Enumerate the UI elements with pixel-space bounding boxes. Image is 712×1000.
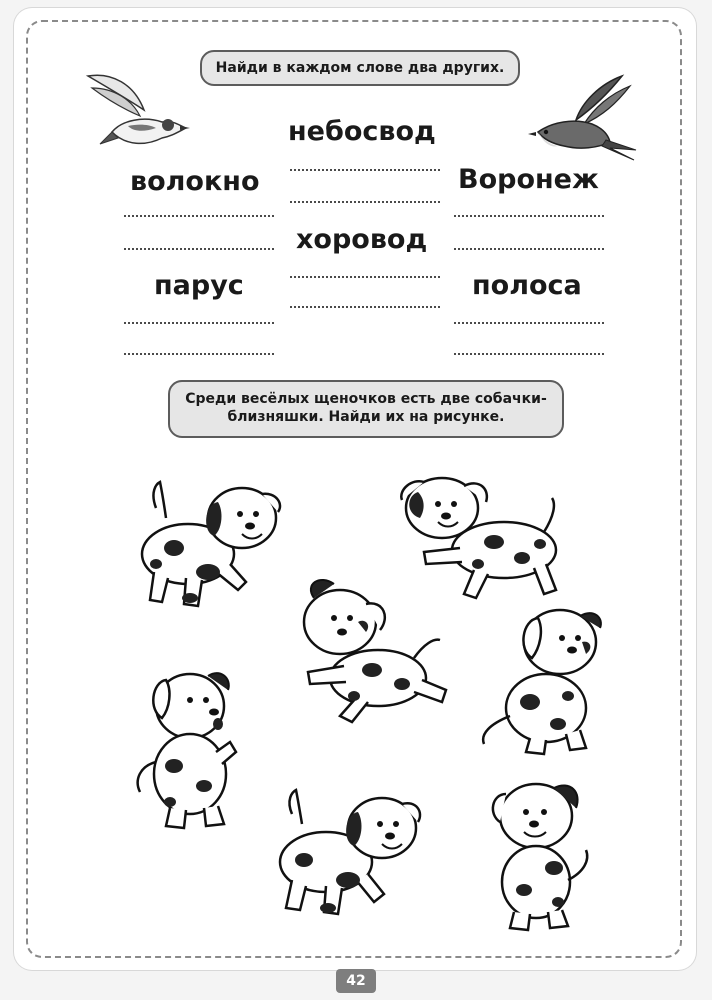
word-nebosvod: небосвод	[288, 116, 436, 147]
task2-instruction-line2: близняшки. Найди их на рисунке.	[227, 409, 505, 426]
puppy-icon[interactable]	[264, 784, 434, 924]
word-polosa: полоса	[472, 270, 582, 301]
puppy-icon[interactable]	[126, 662, 256, 832]
answer-line[interactable]	[454, 215, 604, 217]
answer-line[interactable]	[454, 322, 604, 324]
page-number: 42	[336, 969, 376, 993]
word-volokno: волокно	[130, 166, 260, 197]
swallow-icon	[518, 72, 638, 162]
puppy-icon[interactable]	[284, 574, 454, 724]
answer-line[interactable]	[290, 306, 440, 308]
seagull-icon	[82, 66, 192, 156]
task2-instruction-line1: Среди весёлых щеночков есть две собачки-	[185, 391, 547, 407]
answer-line[interactable]	[124, 248, 274, 250]
answer-line[interactable]	[124, 353, 274, 355]
word-voronezh: Воронеж	[458, 164, 599, 195]
answer-line[interactable]	[454, 248, 604, 250]
word-khorovod: хоровод	[296, 224, 428, 255]
task1-instruction: Найди в каждом слове два других.	[200, 50, 520, 86]
puppy-icon[interactable]	[470, 598, 620, 758]
word-parus: парус	[154, 270, 244, 301]
puppy-icon[interactable]	[126, 478, 286, 618]
answer-line[interactable]	[124, 215, 274, 217]
answer-line[interactable]	[290, 169, 440, 171]
answer-line[interactable]	[124, 322, 274, 324]
task2-instruction	[168, 380, 564, 438]
puppy-icon[interactable]	[478, 772, 608, 932]
worksheet-card	[14, 8, 696, 970]
answer-line[interactable]	[454, 353, 604, 355]
answer-line[interactable]	[290, 201, 440, 203]
answer-line[interactable]	[290, 276, 440, 278]
